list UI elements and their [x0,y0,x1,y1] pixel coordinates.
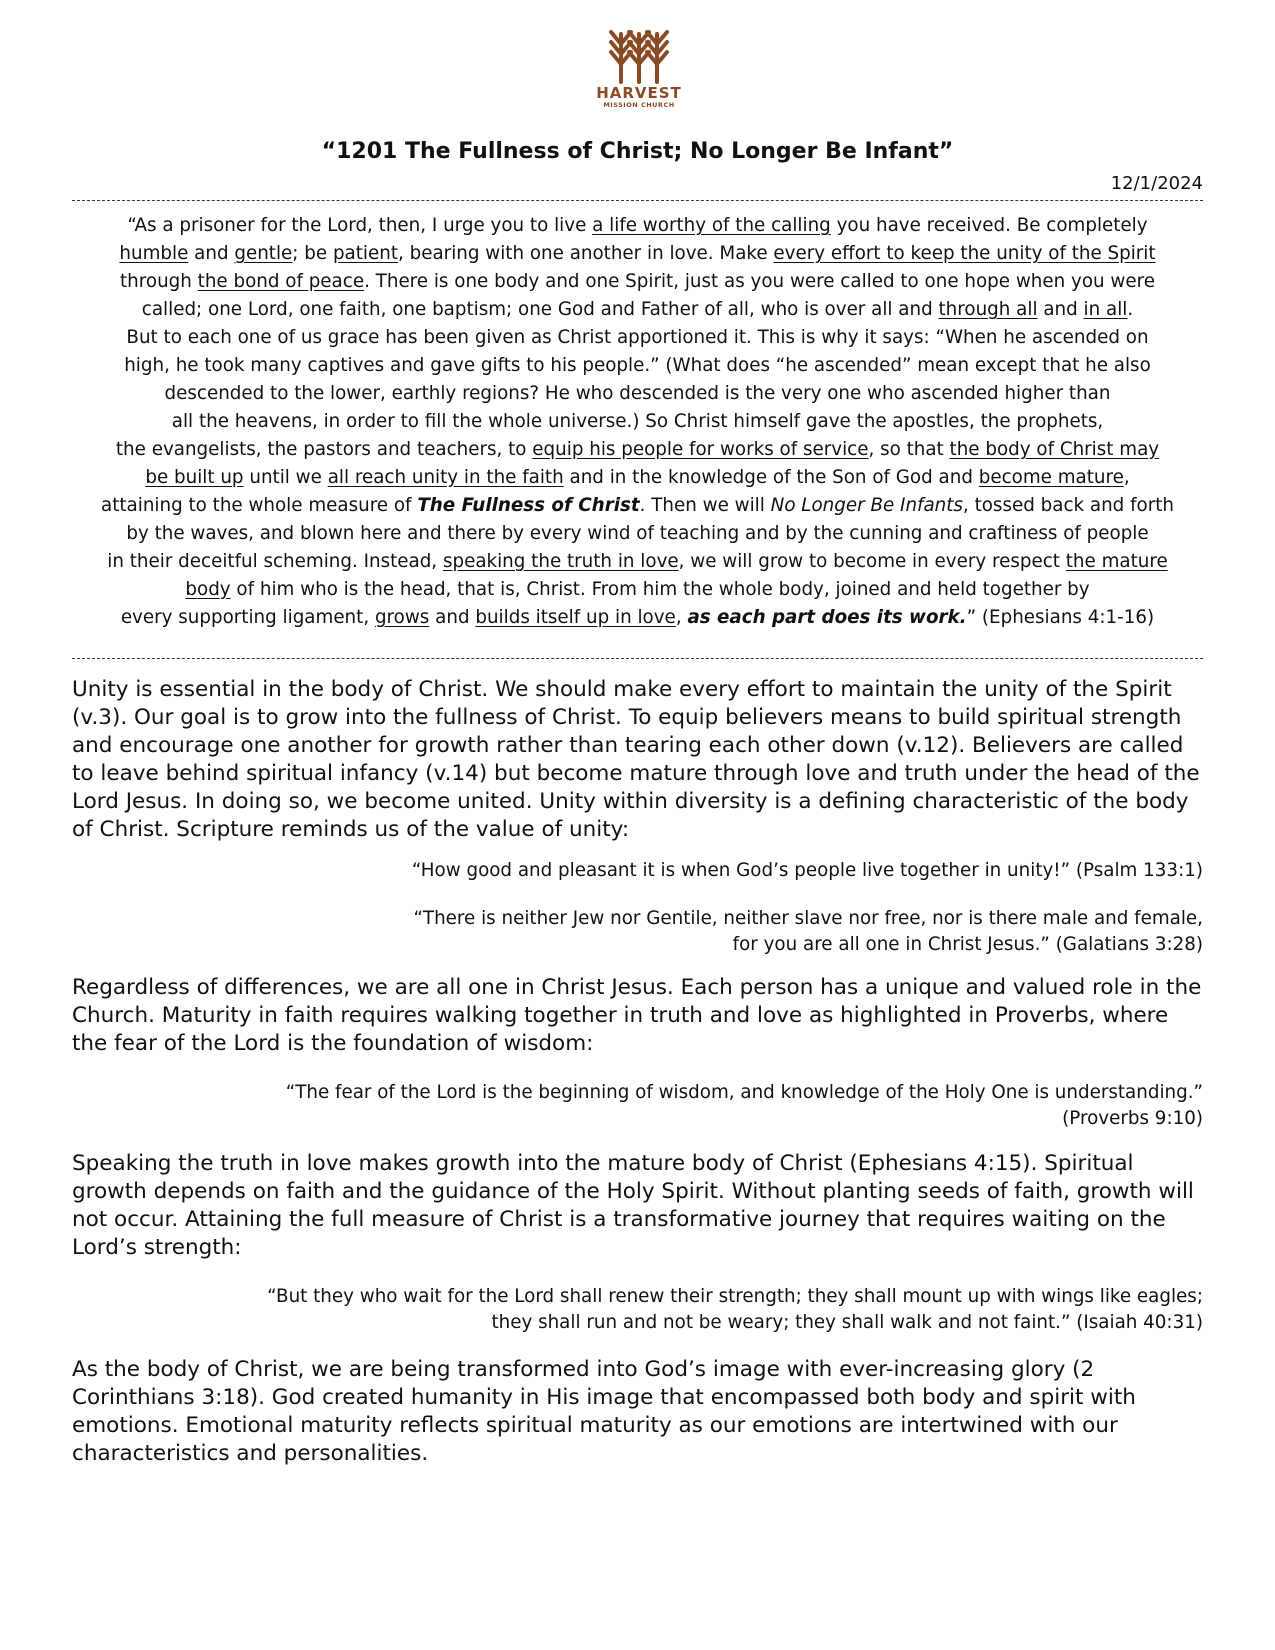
scripture-line [72,436,1203,464]
scripture-segment: become mature [978,467,1124,488]
scripture-segment: all reach unity in the faith [327,467,564,488]
scripture-segment: high, he took many captives and gave gifts to his people.” (What does “he ascended” mean except that he also [124,355,1151,376]
scripture-line [72,520,1203,548]
scripture-line [72,212,1203,240]
scripture-segment: the bond of peace [197,271,365,292]
scripture-segment: . Then we will [639,495,771,516]
scripture-segment: and [188,243,235,264]
scripture-line [72,240,1203,268]
scripture-segment: in all [1083,299,1128,320]
quote-line: “There is neither Jew nor Gentile, neither slave nor free, nor is there male and female, [413,908,1203,929]
paragraph-line: Lord’s strength: [72,1235,242,1260]
paragraph-line: Lord Jesus. In doing so, we become united. Unity within diversity is a defining characteristic of the body [72,789,1189,814]
church-logo [584,28,694,124]
scripture-segment: , we will grow to become in every respect [678,551,1066,572]
scripture-segment: , [675,607,688,628]
scripture-line [72,548,1203,576]
scripture-segment: body [185,579,231,600]
scripture-segment: and [429,607,476,628]
paragraph-line: (v.3). Our goal is to grow into the fullness of Christ. To equip believers means to build spiritual strength [72,705,1182,730]
logo-line2: MISSION CHURCH [603,101,675,109]
scripture-segment: ” (Ephesians 4:1-16) [966,607,1155,628]
scripture-segment: But to each one of us grace has been given as Christ apportioned it. This is why it says: “When he ascended on [126,327,1149,348]
scripture-line [72,268,1203,296]
scripture-segment: through all [938,299,1038,320]
scripture-segment: , so that [868,439,950,460]
scripture-segment: gentle [234,243,293,264]
scripture-segment: No Longer Be Infants [770,495,963,516]
scripture-line [72,296,1203,324]
scripture-segment: speaking the truth in love [442,551,679,572]
scripture-passage [72,212,1203,632]
paragraph-truth-in-love [72,1150,1203,1262]
quote-line: “How good and pleasant it is when God’s people live together in unity!” (Psalm 133:1) [411,860,1203,881]
scripture-segment: ; be [292,243,333,264]
scripture-segment: , [1123,467,1130,488]
scripture-line [72,380,1203,408]
paragraph-line: of Christ. Scripture reminds us of the value of unity: [72,817,630,842]
logo-line1: HARVEST [596,84,682,102]
scripture-segment: the evangelists, the pastors and teachers, to [115,439,533,460]
scripture-segment: every supporting ligament, [120,607,375,628]
scripture-segment: you have received. Be completely [830,215,1148,236]
scripture-segment: be built up [145,467,244,488]
scripture-segment: the body of Christ may [949,439,1160,460]
paragraph-line: Church. Maturity in faith requires walking together in truth and love as highlighted in Proverbs, where [72,1003,1169,1028]
scripture-line [72,464,1203,492]
scripture-segment: through [120,271,198,292]
paragraph-unity [72,676,1203,844]
quote-proverbs [72,1080,1203,1132]
paragraph-transformation [72,1356,1203,1468]
scripture-segment: builds itself up in love [475,607,676,628]
paragraph-line: the fear of the Lord is the foundation of wisdom: [72,1031,594,1056]
bottom-divider [72,658,1203,659]
scripture-line [72,492,1203,520]
scripture-segment: patient [332,243,398,264]
scripture-segment: called; one Lord, one faith, one baptism; one God and Father of all, who is over all and [141,299,939,320]
paragraph-line: characteristics and personalities. [72,1441,429,1466]
scripture-segment: , tossed back and forth [962,495,1174,516]
quote-psalm [72,858,1203,884]
scripture-segment: . [1127,299,1134,320]
quote-line: “The fear of the Lord is the beginning of wisdom, and knowledge of the Holy One is understanding.” [285,1082,1203,1103]
scripture-segment: “As a prisoner for the Lord, then, I urge you to live [127,215,593,236]
scripture-segment: the mature [1065,551,1168,572]
scripture-segment: all the heavens, in order to fill the whole universe.) So Christ himself gave the apostles, the prophets, [171,411,1104,432]
scripture-segment: descended to the lower, earthly regions? He who descended is the very one who ascended higher than [164,383,1111,404]
paragraph-differences [72,974,1203,1058]
quote-line: (Proverbs 9:10) [1062,1108,1203,1129]
scripture-segment: every effort to keep the unity of the Spirit [773,243,1156,264]
paragraph-line: Regardless of differences, we are all one in Christ Jesus. Each person has a unique and valued role in the [72,975,1202,1000]
scripture-segment: in their deceitful scheming. Instead, [107,551,443,572]
scripture-segment: , bearing with one another in love. Make [398,243,774,264]
scripture-line [72,604,1203,632]
scripture-segment: and in the knowledge of the Son of God and [563,467,979,488]
scripture-line [72,352,1203,380]
scripture-segment: a life worthy of the calling [592,215,831,236]
paragraph-line: growth depends on faith and the guidance of the Holy Spirit. Without planting seeds of faith, growth will [72,1179,1194,1204]
paragraph-line: to leave behind spiritual infancy (v.14) but become mature through love and truth under the head of the [72,761,1200,786]
quote-galatians [72,906,1203,958]
scripture-segment: equip his people for works of service [532,439,869,460]
scripture-segment: of him who is the head, that is, Christ. From him the whole body, joined and held together by [230,579,1090,600]
scripture-segment: . There is one body and one Spirit, just as you were called to one hope when you were [364,271,1155,292]
scripture-segment: attaining to the whole measure of [101,495,418,516]
paragraph-line: Speaking the truth in love makes growth into the mature body of Christ (Ephesians 4:15). Spiritual [72,1151,1134,1176]
scripture-segment: The Fullness of Christ [417,495,640,516]
sermon-date: 12/1/2024 [1110,173,1203,194]
scripture-segment: and [1037,299,1084,320]
quote-line: they shall run and not be weary; they shall walk and not faint.” (Isaiah 40:31) [491,1312,1203,1333]
wheat-icon [607,28,671,84]
scripture-segment: humble [119,243,189,264]
scripture-line [72,324,1203,352]
paragraph-line: emotions. Emotional maturity reflects spiritual maturity as our emotions are intertwined with our [72,1413,1118,1438]
page-title: “1201 The Fullness of Christ; No Longer Be Infant” [321,139,954,164]
scripture-line [72,408,1203,436]
paragraph-line: Corinthians 3:18). God created humanity in His image that encompassed both body and spirit with [72,1385,1136,1410]
quote-line: “But they who wait for the Lord shall renew their strength; they shall mount up with wings like eagles; [267,1286,1203,1307]
scripture-segment: grows [374,607,430,628]
scripture-segment: as each part does its work. [687,607,967,628]
paragraph-line: not occur. Attaining the full measure of Christ is a transformative journey that requires waiting on the [72,1207,1166,1232]
quote-line: for you are all one in Christ Jesus.” (Galatians 3:28) [732,934,1203,955]
paragraph-line: Unity is essential in the body of Christ. We should make every effort to maintain the unity of the Spirit [72,677,1172,702]
paragraph-line: and encourage one another for growth rather than tearing each other down (v.12). Believers are called [72,733,1184,758]
scripture-line [72,576,1203,604]
paragraph-line: As the body of Christ, we are being transformed into God’s image with ever-increasing glory (2 [72,1357,1095,1382]
scripture-segment: until we [243,467,328,488]
top-divider [72,200,1203,201]
quote-isaiah [72,1284,1203,1336]
scripture-segment: by the waves, and blown here and there by every wind of teaching and by the cunning and craftiness of people [126,523,1149,544]
